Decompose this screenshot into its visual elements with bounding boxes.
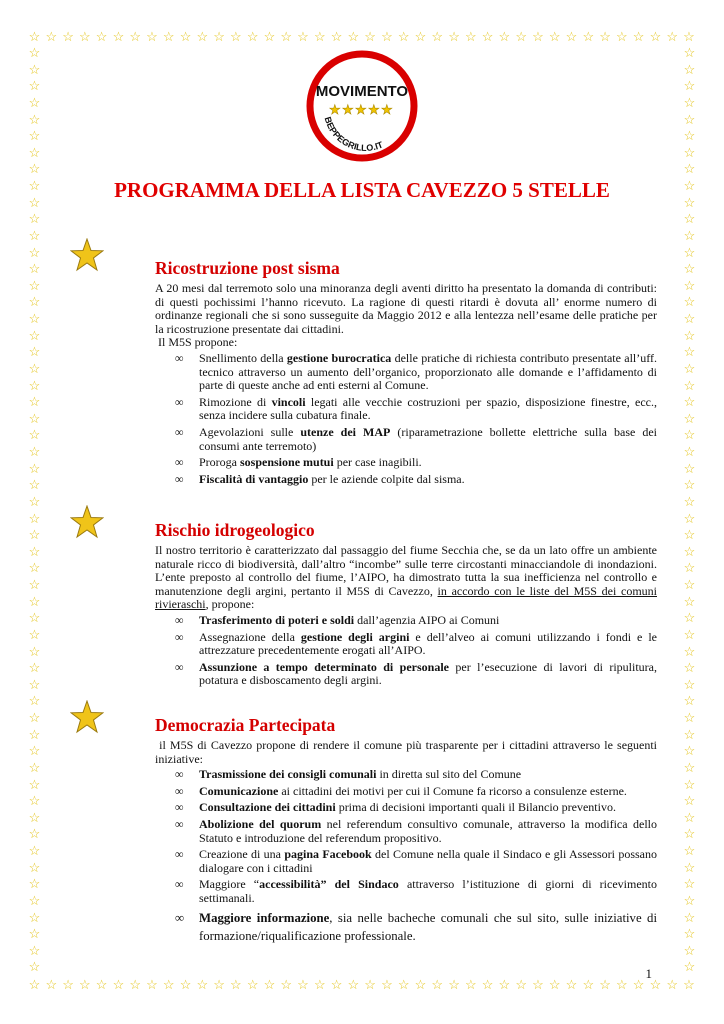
- border-star-icon: ☆: [532, 977, 544, 992]
- border-star-icon: ☆: [79, 29, 91, 44]
- list-item: ∞ Maggiore informazione, sia nelle bacheche comunali che sul sito, sulle iniziative di formazione/riqualificazione professionale.: [175, 910, 658, 943]
- list-item: ∞ Rimozione di vincoli legati alle vecchie costruzioni per spazio, disposizione finestre, ecc., senza incidere sulla cubatura finale.: [175, 394, 657, 423]
- border-star-icon: ☆: [28, 444, 41, 459]
- border-star-icon: ☆: [28, 394, 41, 410]
- border-star-icon: ☆: [28, 710, 41, 725]
- page-title: PROGRAMMA DELLA LISTA CAVEZZO 5 STELLE: [114, 178, 610, 202]
- border-star-icon: ☆: [28, 360, 41, 376]
- border-star-icon: ☆: [481, 29, 494, 44]
- border-star-icon: ☆: [431, 977, 444, 992]
- border-star-icon: ☆: [683, 843, 696, 858]
- border-star-icon: ☆: [397, 29, 410, 44]
- list-item: ∞ Comunicazione ai cittadini dei motivi per cui il Comune fa ricorso a consulenze esterne.: [175, 783, 627, 798]
- list-item: ∞ Trasmissione dei consigli comunali in diretta sul sito del Comune: [175, 767, 522, 782]
- border-star-icon: ☆: [28, 843, 41, 858]
- border-star-icon: ☆: [632, 29, 645, 44]
- border-star-icon: ☆: [448, 29, 460, 44]
- border-star-icon: ☆: [28, 793, 41, 809]
- border-star-icon: ☆: [599, 977, 611, 992]
- border-star-icon: ☆: [481, 977, 494, 992]
- border-star-icon: ☆: [129, 977, 142, 992]
- star-border-bottom: [28, 978, 696, 991]
- border-star-icon: ☆: [28, 660, 41, 676]
- border-star-icon: ☆: [632, 977, 645, 992]
- border-star-icon: ☆: [683, 377, 696, 393]
- border-star-icon: ☆: [230, 977, 242, 992]
- border-star-icon: ☆: [683, 726, 696, 742]
- border-star-icon: ☆: [414, 977, 427, 992]
- border-star-icon: ☆: [683, 444, 696, 459]
- border-star-icon: ☆: [28, 227, 41, 243]
- border-star-icon: ☆: [28, 560, 41, 576]
- section-paragraph: Il nostro territorio è caratterizzato dal passaggio del fiume Secchia che, se da un lato offre un ambiente naturale ricco di biodiversità, dall’altro “incombe” sulle terre circostanti minacciandole di inondazioni. L’ente preposto al controllo del fiume, l’AIPO, ha dimostrato tutta la sua inefficienza nel controllo e manutenzione degli argini, pertanto il M5S di Cavezzo, in accordo con le liste del M5S dei comuni rivieraschi, propone:: [155, 543, 657, 612]
- border-star-icon: ☆: [28, 427, 41, 443]
- border-star-icon: ☆: [683, 477, 696, 493]
- list-item: ∞ Trasferimento di poteri e soldi dall’agenzia AIPO ai Comuni: [175, 612, 500, 627]
- border-star-icon: ☆: [112, 977, 125, 992]
- border-star-icon: ☆: [129, 29, 142, 44]
- list-item: ∞ Assunzione a tempo determinato di personale per l’esecuzione di lavori di ripulitura, potatura e disboscamento degli argini.: [175, 659, 657, 688]
- border-star-icon: ☆: [498, 977, 511, 992]
- border-star-icon: ☆: [28, 693, 41, 709]
- bullet-icon: ∞: [175, 783, 184, 798]
- border-star-icon: ☆: [683, 710, 696, 725]
- border-star-icon: ☆: [616, 29, 628, 44]
- border-star-icon: ☆: [683, 909, 696, 925]
- list-item: ∞ Fiscalità di vantaggio per le aziende colpite dal sisma.: [175, 471, 465, 486]
- border-star-icon: ☆: [683, 693, 696, 709]
- border-star-icon: ☆: [683, 942, 696, 958]
- border-star-icon: ☆: [28, 344, 41, 360]
- border-star-icon: ☆: [548, 977, 561, 992]
- svg-text:MOVIMENTO: MOVIMENTO: [315, 83, 409, 100]
- section-paragraph: il M5S di Cavezzo propone di rendere il comune più trasparente per i cittadini attraverso le seguenti iniziative:: [155, 738, 658, 766]
- border-star-icon: ☆: [28, 876, 41, 892]
- border-star-icon: ☆: [414, 29, 427, 44]
- border-star-icon: ☆: [313, 29, 326, 44]
- border-star-icon: ☆: [683, 178, 696, 193]
- border-star-icon: ☆: [364, 977, 376, 992]
- border-star-icon: ☆: [381, 977, 393, 992]
- border-star-icon: ☆: [246, 977, 259, 992]
- border-star-icon: ☆: [213, 29, 225, 44]
- bullet-icon: ∞: [175, 816, 184, 831]
- border-star-icon: ☆: [28, 593, 41, 609]
- border-star-icon: ☆: [683, 593, 696, 609]
- border-star-icon: ☆: [28, 959, 41, 975]
- border-star-icon: ☆: [347, 29, 360, 44]
- border-star-icon: ☆: [683, 577, 696, 592]
- border-star-icon: ☆: [28, 510, 41, 526]
- list-item: ∞ Creazione di una pagina Facebook del Comune nella quale il Sindaco e gli Assessori possano dialogare con i cittadini: [175, 847, 657, 875]
- border-star-icon: ☆: [28, 527, 41, 543]
- border-star-icon: ☆: [683, 527, 696, 543]
- list-item: ∞ Agevolazioni sulle utenze dei MAP (riparametrazione bollette elettriche sulla base dei consumi ante terremoto): [175, 424, 657, 453]
- bullet-icon: ∞: [175, 767, 184, 782]
- border-star-icon: ☆: [364, 29, 376, 44]
- border-star-icon: ☆: [28, 178, 41, 193]
- border-star-icon: ☆: [179, 977, 192, 992]
- border-star-icon: ☆: [683, 977, 695, 992]
- border-star-icon: ☆: [683, 344, 696, 360]
- border-star-icon: ☆: [683, 543, 696, 559]
- border-star-icon: ☆: [213, 977, 225, 992]
- bullet-icon: ∞: [175, 471, 184, 486]
- border-star-icon: ☆: [28, 926, 41, 942]
- border-star-icon: ☆: [28, 759, 41, 775]
- border-star-icon: ☆: [683, 261, 696, 277]
- list-item: ∞ Assegnazione della gestione degli argini e dell’alveo ai comuni utilizzando i fondi e le attrezzature precedentemente erogati all’AIPO.: [175, 629, 658, 658]
- border-star-icon: ☆: [28, 909, 41, 925]
- border-star-icon: ☆: [28, 977, 41, 992]
- border-star-icon: ☆: [464, 977, 477, 992]
- border-star-icon: ☆: [28, 128, 41, 144]
- list-item: ∞ Abolizione del quorum nel referendum consultivo comunale, attraverso la modifica dello Statuto e introduzione del referendum propositivo.: [175, 816, 657, 845]
- border-star-icon: ☆: [431, 29, 444, 44]
- border-star-icon: ☆: [683, 194, 696, 210]
- border-star-icon: ☆: [28, 493, 41, 509]
- border-star-icon: ☆: [683, 410, 696, 426]
- border-star-icon: ☆: [683, 643, 696, 659]
- border-star-icon: ☆: [683, 277, 696, 293]
- border-star-icon: ☆: [28, 144, 41, 160]
- border-star-icon: ☆: [683, 61, 696, 77]
- border-star-icon: ☆: [347, 977, 360, 992]
- list-item: ∞ Snellimento della gestione burocratica delle pratiche di richiesta contributo presentate all’uff. tecnico attraverso un aumento dell’organico, proporzionato alle domande e l’affidamento di parte di queste anche ad enti esterni al Comune.: [175, 350, 658, 393]
- border-star-icon: ☆: [297, 29, 309, 44]
- bullet-icon: ∞: [175, 350, 184, 365]
- border-star-icon: ☆: [683, 626, 696, 642]
- list-item: ∞ Proroga sospensione mutui per case inagibili.: [175, 455, 422, 470]
- border-star-icon: ☆: [28, 29, 41, 44]
- border-star-icon: ☆: [683, 211, 696, 227]
- border-star-icon: ☆: [146, 29, 158, 44]
- border-star-icon: ☆: [683, 876, 696, 892]
- section-rischio: [155, 520, 657, 691]
- border-star-icon: ☆: [683, 294, 696, 310]
- border-star-icon: ☆: [146, 977, 158, 992]
- border-star-icon: ☆: [683, 560, 696, 576]
- border-star-icon: ☆: [263, 977, 276, 992]
- border-star-icon: ☆: [28, 111, 41, 127]
- border-star-icon: ☆: [28, 577, 41, 592]
- section-heading: Rischio idrogeologico: [155, 520, 315, 540]
- border-star-icon: ☆: [683, 244, 696, 260]
- border-star-icon: ☆: [582, 977, 595, 992]
- border-star-icon: ☆: [683, 759, 696, 775]
- bullet-icon: ∞: [175, 877, 184, 892]
- border-star-icon: ☆: [28, 543, 41, 559]
- border-star-icon: ☆: [683, 29, 695, 44]
- border-star-icon: ☆: [683, 510, 696, 526]
- svg-text:BEPPEGRILLO.IT: BEPPEGRILLO.IT: [322, 115, 385, 154]
- border-star-icon: ☆: [599, 29, 611, 44]
- border-star-icon: ☆: [28, 626, 41, 642]
- border-star-icon: ☆: [464, 29, 477, 44]
- border-star-icon: ☆: [616, 977, 628, 992]
- border-star-icon: ☆: [28, 277, 41, 293]
- bullet-icon: ∞: [175, 455, 184, 470]
- border-star-icon: ☆: [683, 427, 696, 443]
- section-heading: Ricostruzione post sisma: [155, 258, 340, 278]
- section-paragraph: A 20 mesi dal terremoto solo una minoranza degli aventi diritto ha presentato la domanda di contributi: di questi pochissimi l’hanno ricevuto. La ragione di questi ritardi è dovuta all’ enorme numero di ordinanze regionali che si sono susseguite da Maggio 2012 e alla lentezza nell’esame delle pratiche per la ricostruzione presentate dai cittadini.: [155, 281, 657, 336]
- border-star-icon: ☆: [397, 977, 410, 992]
- border-star-icon: ☆: [683, 676, 696, 692]
- border-star-icon: ☆: [112, 29, 125, 44]
- border-star-icon: ☆: [313, 977, 326, 992]
- border-star-icon: ☆: [28, 809, 41, 825]
- border-star-icon: ☆: [62, 977, 74, 992]
- border-star-icon: ☆: [683, 493, 696, 509]
- bullet-icon: ∞: [175, 629, 184, 644]
- border-star-icon: ☆: [196, 977, 209, 992]
- border-star-icon: ☆: [28, 327, 41, 343]
- section-democrazia: [155, 715, 657, 948]
- list-item: ∞ Maggiore “accessibilità” del Sindaco attraverso l’istituzione di giorni di ricevimento settimanali.: [175, 877, 657, 905]
- border-star-icon: ☆: [683, 959, 696, 975]
- border-star-icon: ☆: [683, 776, 696, 792]
- border-star-icon: ☆: [666, 29, 679, 44]
- border-star-icon: ☆: [683, 610, 696, 626]
- proposal-list: [155, 352, 657, 486]
- border-star-icon: ☆: [179, 29, 192, 44]
- border-star-icon: ☆: [683, 227, 696, 243]
- border-star-icon: ☆: [649, 29, 662, 44]
- proposal-list: [155, 614, 657, 688]
- border-star-icon: ☆: [515, 29, 527, 44]
- bullet-icon: ∞: [175, 659, 184, 674]
- border-star-icon: ☆: [683, 743, 696, 759]
- border-star-icon: ☆: [498, 29, 511, 44]
- border-star-icon: ☆: [28, 942, 41, 958]
- border-star-icon: ☆: [683, 45, 696, 60]
- border-star-icon: ☆: [28, 211, 41, 227]
- border-star-icon: ☆: [162, 977, 175, 992]
- border-star-icon: ☆: [28, 377, 41, 393]
- border-star-icon: ☆: [683, 809, 696, 825]
- border-star-icon: ☆: [28, 45, 41, 60]
- border-star-icon: ☆: [62, 29, 74, 44]
- border-star-icon: ☆: [683, 311, 696, 326]
- border-star-icon: ☆: [683, 460, 696, 476]
- border-star-icon: ☆: [683, 78, 696, 94]
- border-star-icon: ☆: [28, 244, 41, 260]
- border-star-icon: ☆: [28, 776, 41, 792]
- border-star-icon: ☆: [28, 78, 41, 94]
- border-star-icon: ☆: [683, 793, 696, 809]
- section-heading: Democrazia Partecipata: [155, 715, 336, 735]
- border-star-icon: ☆: [28, 643, 41, 659]
- border-star-icon: ☆: [565, 29, 578, 44]
- border-star-icon: ☆: [28, 892, 41, 908]
- border-star-icon: ☆: [246, 29, 259, 44]
- border-star-icon: ☆: [280, 977, 293, 992]
- border-star-icon: ☆: [683, 327, 696, 343]
- border-star-icon: ☆: [330, 977, 343, 992]
- border-star-icon: ☆: [95, 29, 108, 44]
- border-star-icon: ☆: [28, 743, 41, 759]
- border-star-icon: ☆: [330, 29, 343, 44]
- border-star-icon: ☆: [683, 94, 696, 110]
- svg-text:★: ★: [368, 102, 380, 117]
- border-star-icon: ☆: [230, 29, 242, 44]
- svg-text:★: ★: [381, 102, 393, 117]
- star-border-top: [28, 30, 696, 43]
- border-star-icon: ☆: [448, 977, 460, 992]
- border-star-icon: ☆: [196, 29, 209, 44]
- bullet-icon: ∞: [175, 800, 184, 815]
- border-star-icon: ☆: [683, 111, 696, 127]
- border-star-icon: ☆: [532, 29, 544, 44]
- border-star-icon: ☆: [28, 410, 41, 426]
- movimento-logo: [304, 50, 420, 162]
- border-star-icon: ☆: [381, 29, 393, 44]
- border-star-icon: ☆: [548, 29, 561, 44]
- gold-star-icon: [70, 700, 104, 734]
- border-star-icon: ☆: [28, 610, 41, 626]
- border-star-icon: ☆: [28, 826, 41, 842]
- border-star-icon: ☆: [28, 194, 41, 210]
- border-star-icon: ☆: [683, 394, 696, 410]
- border-star-icon: ☆: [162, 29, 175, 44]
- bullet-icon: ∞: [175, 612, 184, 627]
- border-star-icon: ☆: [45, 977, 58, 992]
- border-star-icon: ☆: [515, 977, 527, 992]
- page-number: 1: [645, 966, 652, 981]
- list-item: ∞ Consultazione dei cittadini prima di decisioni importanti quali il Bilancio preventivo.: [175, 800, 616, 815]
- gold-star-icon: [70, 505, 104, 539]
- gold-star-icon: [70, 238, 104, 272]
- border-star-icon: ☆: [666, 977, 679, 992]
- border-star-icon: ☆: [683, 144, 696, 160]
- border-star-icon: ☆: [45, 29, 58, 44]
- border-star-icon: ☆: [683, 892, 696, 908]
- border-star-icon: ☆: [683, 660, 696, 676]
- border-star-icon: ☆: [582, 29, 595, 44]
- border-star-icon: ☆: [28, 460, 41, 476]
- svg-text:★: ★: [329, 102, 341, 117]
- section-intro: Il M5S propone:: [158, 335, 238, 350]
- border-star-icon: ☆: [28, 261, 41, 277]
- bullet-icon: ∞: [175, 424, 184, 439]
- bullet-icon: ∞: [175, 394, 184, 409]
- border-star-icon: ☆: [95, 977, 108, 992]
- border-star-icon: ☆: [28, 94, 41, 110]
- svg-text:★: ★: [342, 102, 354, 117]
- border-star-icon: ☆: [683, 859, 696, 875]
- bullet-icon: ∞: [175, 847, 184, 862]
- border-star-icon: ☆: [565, 977, 578, 992]
- border-star-icon: ☆: [28, 61, 41, 77]
- border-star-icon: ☆: [297, 977, 309, 992]
- section-ricostruzione: [155, 258, 657, 489]
- border-star-icon: ☆: [683, 926, 696, 942]
- border-star-icon: ☆: [683, 128, 696, 144]
- border-star-icon: ☆: [28, 294, 41, 310]
- border-star-icon: ☆: [28, 726, 41, 742]
- border-star-icon: ☆: [28, 161, 41, 177]
- svg-text:★: ★: [355, 102, 367, 117]
- border-star-icon: ☆: [28, 676, 41, 692]
- proposal-list: [155, 768, 657, 944]
- bullet-icon: ∞: [175, 910, 185, 925]
- border-star-icon: ☆: [79, 977, 91, 992]
- border-star-icon: ☆: [683, 360, 696, 376]
- border-star-icon: ☆: [263, 29, 276, 44]
- border-star-icon: ☆: [683, 161, 696, 177]
- border-star-icon: ☆: [649, 977, 662, 992]
- border-star-icon: ☆: [28, 477, 41, 493]
- border-star-icon: ☆: [28, 311, 41, 326]
- border-star-icon: ☆: [28, 859, 41, 875]
- border-star-icon: ☆: [683, 826, 696, 842]
- border-star-icon: ☆: [280, 29, 293, 44]
